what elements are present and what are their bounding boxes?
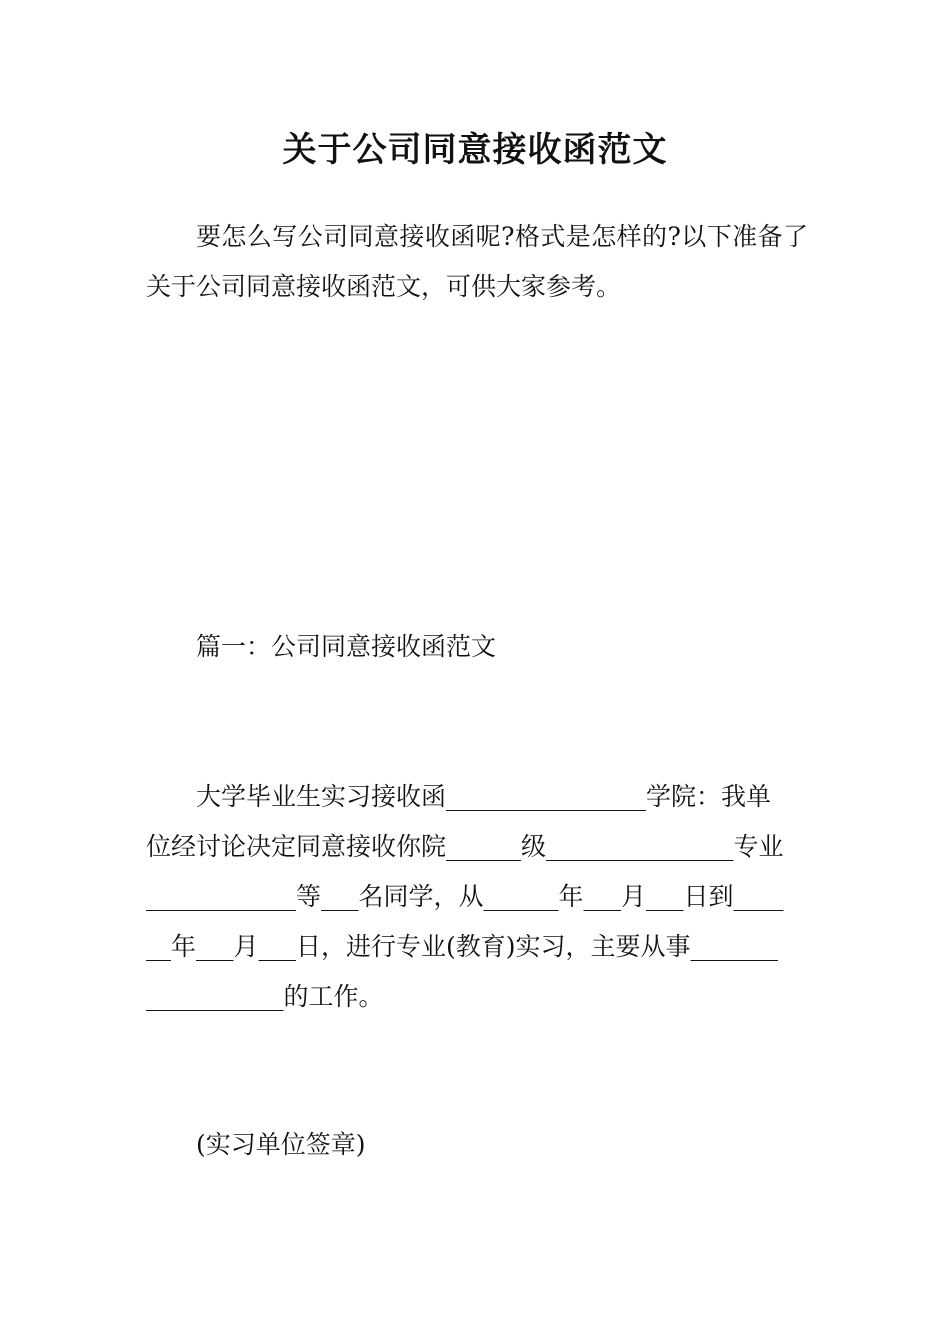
letter-line: __年___月___日，进行专业(教育)实习，主要从事_______ <box>146 932 779 961</box>
section-heading: 篇一：公司同意接收函范文 <box>196 632 497 661</box>
letter-line: ____________等___名同学，从______年___月___日到____ <box>146 882 784 911</box>
signature-line: (实习单位签章) <box>196 1130 366 1159</box>
document-title: 关于公司同意接收函范文 <box>282 130 668 170</box>
letter-line: 大学毕业生实习接收函________________学院：我单 <box>196 782 772 811</box>
intro-paragraph: 要怎么写公司同意接收函呢?格式是怎样的?以下准备了关于公司同意接收函范文，可供大家参考。 <box>146 222 808 301</box>
letter-line: 位经讨论决定同意接收你院______级_______________专业 <box>146 832 784 861</box>
letter-line: ___________的工作。 <box>146 982 384 1011</box>
